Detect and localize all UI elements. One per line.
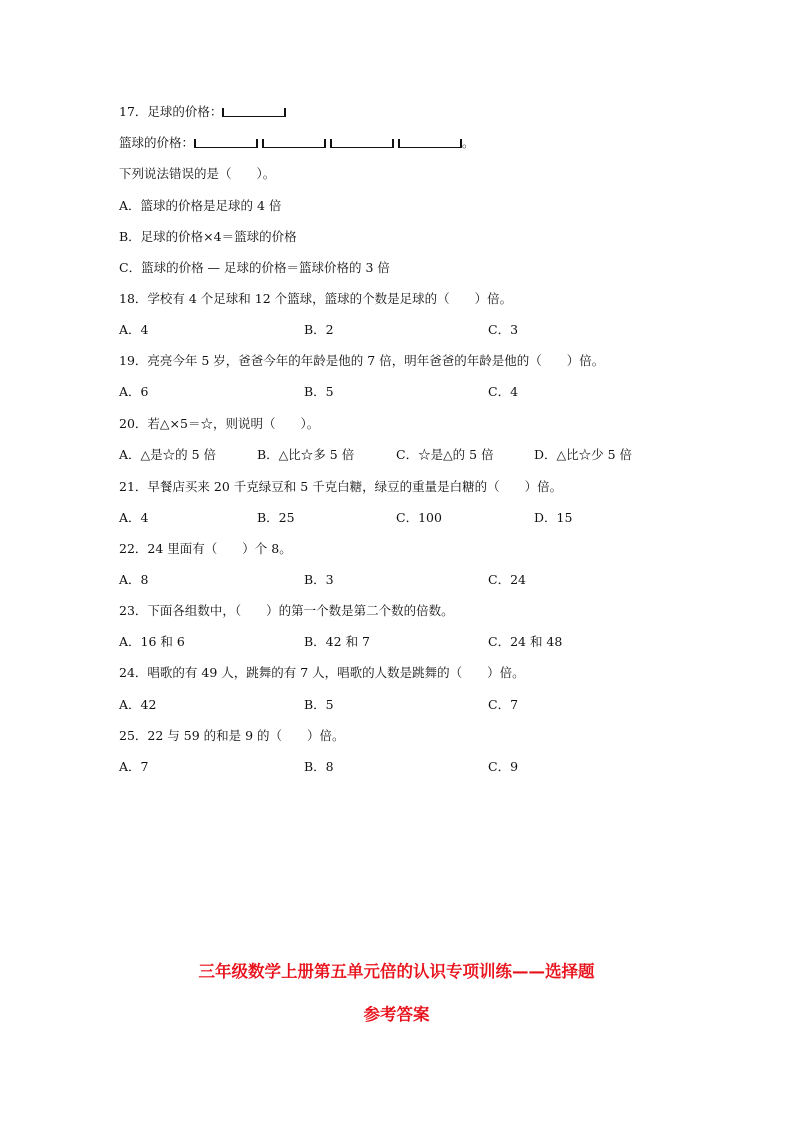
basketball-price-segment-2 [262,139,326,148]
q17-basketball-end: 。 [462,135,475,150]
q19-option-b: B．5 [304,384,334,399]
q22-stem: 22．24 里面有（ ）个 8。 [119,541,292,556]
basketball-price-segment-1 [194,139,258,148]
q23-option-c: C．24 和 48 [488,634,563,649]
q17-option-a: A．篮球的价格是足球的 4 倍 [119,198,282,213]
q22-option-a: A．8 [119,572,149,587]
q20-option-c: C．☆是△的 5 倍 [396,447,494,462]
answer-section-subtitle: 参考答案 [363,1005,430,1024]
q24-option-a: A．42 [119,697,157,712]
q20-stem: 20．若△×5＝☆，则说明（ ）。 [119,416,320,431]
q25-option-b: B．8 [304,759,334,774]
q19-stem: 19．亮亮今年 5 岁，爸爸今年的年龄是他的 7 倍，明年爸爸的年龄是他的（ ）倍。 [119,353,605,368]
q22-option-b: B．3 [304,572,334,587]
basketball-price-segment-3 [330,139,394,148]
q17-option-b: B．足球的价格×4＝篮球的价格 [119,229,297,244]
q17-stem: 下列说法错误的是（ ）。 [119,166,276,181]
q18-option-c: C．3 [488,322,519,337]
q18-option-b: B．2 [304,322,334,337]
q17-option-c: C．篮球的价格 — 足球的价格＝篮球价格的 3 倍 [119,260,390,275]
q17-football-label: 17．足球的价格： [119,104,223,119]
basketball-price-segment-4 [398,139,462,148]
q23-option-a: A．16 和 6 [119,634,185,649]
answer-section-title: 三年级数学上册第五单元倍的认识专项训练——选择题 [198,962,595,981]
football-price-segment [222,108,286,117]
q25-option-c: C．9 [488,759,519,774]
q24-stem: 24．唱歌的有 49 人，跳舞的有 7 人，唱歌的人数是跳舞的（ ）倍。 [119,665,525,680]
q17-basketball-label: 篮球的价格： [119,135,195,150]
q18-option-a: A．4 [119,322,149,337]
q17-basketball-line [119,135,475,151]
q17-football-line [119,104,286,120]
q24-option-b: B．5 [304,697,334,712]
q21-option-d: D．15 [534,510,573,525]
q25-option-a: A．7 [119,759,149,774]
q20-option-b: B．△比☆多 5 倍 [257,447,355,462]
q18-stem: 18．学校有 4 个足球和 12 个篮球，篮球的个数是足球的（ ）倍。 [119,291,513,306]
q22-option-c: C．24 [488,572,526,587]
q20-option-a: A．△是☆的 5 倍 [119,447,217,462]
q21-option-a: A．4 [119,510,149,525]
q23-option-b: B．42 和 7 [304,634,370,649]
q21-option-c: C．100 [396,510,442,525]
q19-option-a: A．6 [119,384,149,399]
q20-option-d: D．△比☆少 5 倍 [534,447,633,462]
q23-stem: 23．下面各组数中，（ ）的第一个数是第二个数的倍数。 [119,603,454,618]
q21-option-b: B．25 [257,510,295,525]
q25-stem: 25．22 与 59 的和是 9 的（ ）倍。 [119,728,345,743]
q21-stem: 21．早餐店买来 20 千克绿豆和 5 千克白糖，绿豆的重量是白糖的（ ）倍。 [119,479,563,494]
q19-option-c: C．4 [488,384,519,399]
q24-option-c: C．7 [488,697,519,712]
